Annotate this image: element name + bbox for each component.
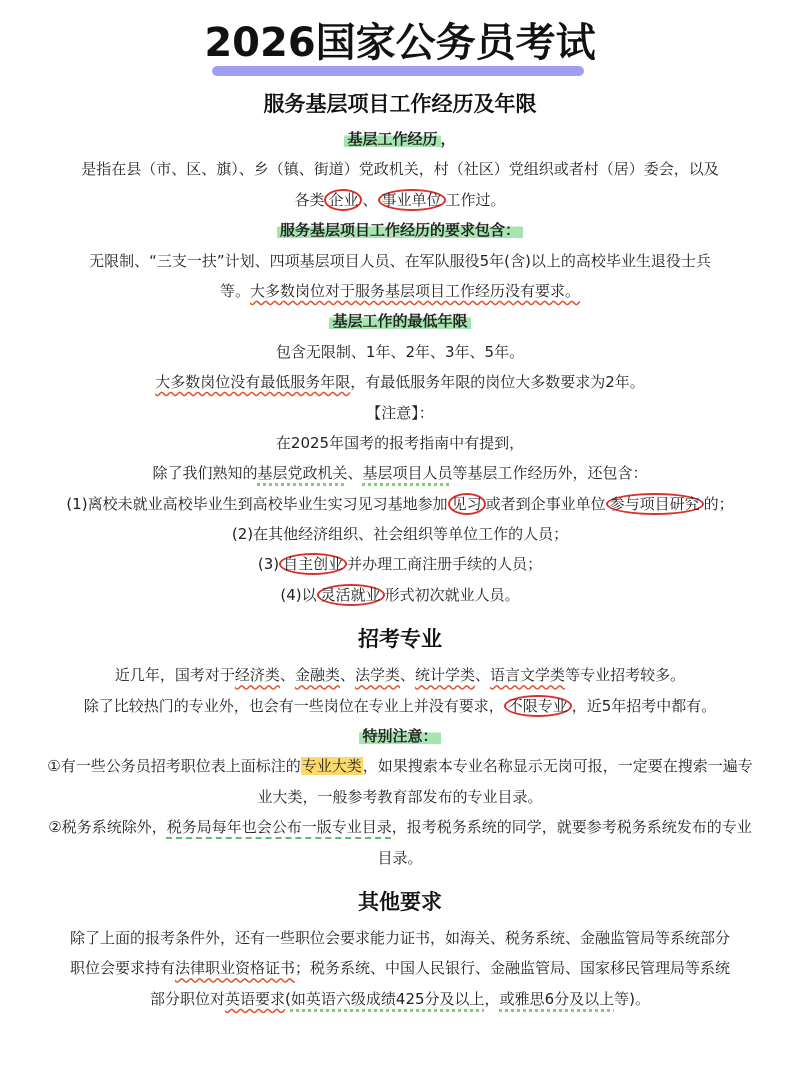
text-line [0, 489, 800, 519]
subtitle: 服务基层项目工作经历及年限 [263, 92, 537, 116]
text-segment: 是指在县（市、区、旗）、乡（镇、街道）党政机关，村（社区）党组织或者村（居）委会，以及 [81, 160, 719, 179]
wavy-underlined-text: 英语要求 [225, 989, 286, 1008]
wavy-underlined-text: 法学类 [354, 666, 400, 685]
highlighted-text: 基层工作经历 [344, 130, 440, 148]
text-line [0, 276, 800, 306]
text-line [0, 185, 800, 215]
text-segment: 在2025年国考的报考指南中有提到， [275, 433, 525, 452]
text-segment: 近几年，国考对于 [114, 666, 235, 685]
wavy-underlined-text: 统计学类 [415, 666, 476, 685]
text-segment: 、 [279, 666, 295, 685]
text-segment: 并办理工商注册手续的人员； [347, 555, 543, 574]
text-segment: 或者到企事业单位 [485, 494, 606, 513]
text-segment: 部分职位对 [150, 989, 226, 1008]
text-segment: (1)离校未就业高校毕业生到高校毕业生实习见习基地参加 [66, 494, 448, 513]
circled-text: 参与项目研究 [606, 493, 704, 515]
text-line [0, 519, 800, 549]
circled-text: 不限专业 [504, 695, 572, 717]
text-line [0, 246, 800, 276]
subheading-line [0, 215, 800, 245]
yellow-highlighted-text: 专业大类 [301, 757, 362, 776]
highlighted-text: 服务基层项目工作经历的要求包含： [277, 221, 523, 239]
page-title [0, 14, 800, 72]
text-segment: 业大类，一般参考教育部发布的专业目录。 [257, 787, 543, 806]
section-0 [0, 124, 800, 610]
text-segment: 形式初次就业人员。 [384, 585, 520, 604]
wavy-underlined-text: 金融类 [294, 666, 340, 685]
text-line [0, 337, 800, 367]
text-segment: 除了比较热门的专业外，也会有一些岗位在专业上并没有要求， [83, 696, 504, 715]
dotted-underlined-text: 基层党政机关 [257, 464, 348, 483]
text-line [0, 428, 800, 458]
text-segment: ②税务系统除外， [48, 818, 167, 837]
text-line [0, 367, 800, 397]
text-segment: 等。 [219, 281, 250, 300]
text-line [0, 691, 800, 721]
section-2 [0, 881, 800, 1014]
highlighted-text: 特别注意： [359, 727, 440, 745]
text-segment: ， [440, 130, 456, 148]
text-line [0, 580, 800, 610]
text-segment: 各类 [294, 190, 325, 209]
wavy-underlined-text: 法律职业资格证书 [174, 959, 295, 978]
sections [0, 124, 800, 1014]
text-segment: 目录。 [377, 848, 423, 867]
text-line [0, 751, 800, 781]
text-segment: ( [285, 989, 291, 1008]
text-line [0, 458, 800, 488]
wavy-underlined-text: 语言文学类 [490, 666, 566, 685]
text-line [0, 782, 800, 812]
text-segment: 职位会要求持有 [69, 959, 175, 978]
text-segment: 、 [475, 666, 491, 685]
text-segment: 无限制、“三支一扶”计划、四项基层项目人员、在军队服役5年(含)以上的高校毕业生退役士兵 [89, 251, 711, 270]
text-line [0, 549, 800, 579]
subheading-line [0, 721, 800, 751]
text-segment: 、 [347, 464, 363, 483]
text-segment: 等专业招考较多。 [565, 666, 686, 685]
text-segment: 等)。 [614, 989, 650, 1008]
text-line [0, 923, 800, 953]
title-highlight-stroke [212, 66, 584, 76]
highlighted-text: 基层工作的最低年限 [329, 312, 470, 330]
text-segment: 、 [339, 666, 355, 685]
text-segment: 【注意】： [366, 403, 434, 422]
circled-text: 事业单位 [378, 189, 446, 211]
wavy-underlined-text: 大多数岗位没有最低服务年限 [155, 373, 351, 392]
text-segment: 除了上面的报考条件外，还有一些职位会要求能力证书，如海关、税务系统、金融监管局等系统部分 [69, 928, 730, 947]
text-segment: ，有最低服务年限的岗位大多数要求为2年。 [350, 373, 645, 392]
text-segment: (2)在其他经济组织、社会组织等单位工作的人员； [231, 525, 569, 544]
wavy-underlined-text: 经济类 [234, 666, 280, 685]
text-segment: 工作过。 [445, 190, 506, 209]
text-segment: ， [484, 989, 500, 1008]
text-segment: ；税务系统、中国人民银行、金融监管局、国家移民管理局等系统 [295, 959, 731, 978]
subheading-line [0, 306, 800, 336]
dotted-underlined-text: 如英语六级成绩425分及以上 [290, 989, 485, 1008]
circled-text: 自主创业 [279, 553, 347, 575]
text-line [0, 398, 800, 428]
text-segment: ，如果搜索本专业名称显示无岗可报，一定要在搜索一遍专 [362, 757, 753, 776]
text-segment: 等基层工作经历外，还包含： [452, 464, 648, 483]
text-line [0, 154, 800, 184]
text-line [0, 660, 800, 690]
dotted-underlined-text: 或雅思6分及以上 [499, 989, 615, 1008]
subheading-line [0, 124, 800, 154]
circled-text: 见习 [448, 493, 486, 515]
text-segment: ①有一些公务员招考职位表上面标注的 [47, 757, 301, 776]
text-line [0, 953, 800, 983]
section-heading: 招考专业 [358, 627, 442, 652]
text-line [0, 984, 800, 1014]
text-segment: 除了我们熟知的 [152, 464, 258, 483]
section-1 [0, 618, 800, 873]
dotted-underlined-text: 基层项目人员 [362, 464, 453, 483]
section-heading: 其他要求 [358, 889, 442, 914]
text-segment: ，近5年招考中都有。 [571, 696, 717, 715]
text-segment: 包含无限制、1年、2年、3年、5年。 [275, 342, 525, 361]
text-line [0, 812, 800, 842]
wavy-underlined-text: 大多数岗位对于服务基层项目工作经历没有要求。 [250, 281, 581, 300]
text-line [0, 843, 800, 873]
text-segment: 的； [703, 494, 734, 513]
text-segment: (3) [257, 555, 280, 574]
page-title-text: 2026国家公务员考试 [204, 20, 596, 66]
text-segment: 、 [400, 666, 416, 685]
text-segment: 、 [362, 190, 378, 209]
dashed-underlined-text: 税务局每年也会公布一版专业目录 [166, 818, 392, 837]
circled-text: 企业 [324, 189, 362, 211]
text-segment: (4)以 [280, 585, 317, 604]
text-segment: ，报考税务系统的同学，就要参考税务系统发布的专业 [391, 818, 752, 837]
circled-text: 灵活就业 [317, 584, 385, 606]
